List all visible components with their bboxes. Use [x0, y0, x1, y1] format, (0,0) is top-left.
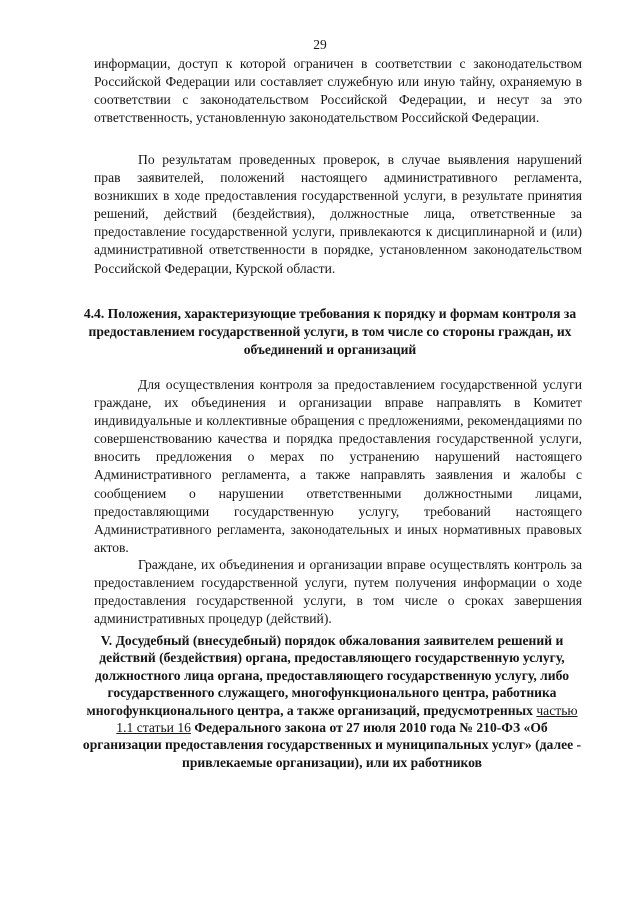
paragraph-inspection-results [94, 151, 582, 278]
paragraph-text: Для осуществления контроля за предоставлением государственной услуги граждане, их объединения и организации вправе направлять в Комитет индивидуальные и коллективные обращения с предложениями, рекомендациями по совершенствованию качества и порядка предоставления государственной услуги, вносить предложения о мерах по устранению нарушений настоящего Административного регламента, а также направлять заявления и жалобы с сообщением о нарушении ответственными должностными лицами, предоставляющими государственную услугу, требований настоящего Административного регламента, законодательных и иных нормативных правовых актов. [94, 377, 582, 555]
paragraph-text: По результатам проведенных проверок, в случае выявления нарушений прав заявителей, положений настоящего административного регламента, возникших в ходе предоставления государственной услуги, в результате принятия решений, действий (бездействия), должностные лица, ответственные за предоставление государственной услуги, привлекаются к дисциплинарной и (или) административной ответственности в порядке, установленном законодательством Российской Федерации, Курской области. [94, 152, 582, 276]
section-heading-4-4: 4.4. Положения, характеризующие требования к порядку и формам контроля за предоставлением государственной услуги, в том числе со стороны граждан, их объединений и организаций [83, 306, 577, 358]
paragraph-information-rights [94, 556, 582, 628]
paragraph-text: информации, доступ к которой ограничен в соответствии с законодательством Российской Федерации или составляет служебную или иную тайну, охраняемую в соответствии с законодательством Российской Федерации, и несут за это ответственность, установленную законодательством Российской Федерации. [94, 56, 582, 126]
page-number: 29 [313, 37, 327, 52]
law-article-link[interactable]: частью 1.1 статьи 16 [116, 702, 578, 736]
heading-v-text-part1: V. Досудебный (внесудебный) порядок обжалования заявителем решений и действий (бездействия) органа, предоставляющего государственную услугу, должностного лица органа, предоставляющего государственную услугу, либо государственного служащего, многофункционального центра, работника многофункционального центра, а также организаций, предусмотренных [86, 633, 569, 718]
paragraph-text: Граждане, их объединения и организации вправе осуществлять контроль за предоставлением государственной услуги, путем получения информации о ходе предоставления государственной услуги, в том числе о сроках завершения административных процедур (действий). [94, 557, 582, 627]
paragraph-control-by-citizens [94, 376, 582, 557]
paragraph-responsibility-continuation [94, 55, 582, 127]
section-heading-v [82, 632, 582, 771]
heading-v-text-part2: Федерального закона от 27 июля 2010 года № 210-ФЗ «Об организации предоставления государственных и муниципальных услуг» (далее - привлекаемые организации), или их работников [82, 720, 582, 770]
